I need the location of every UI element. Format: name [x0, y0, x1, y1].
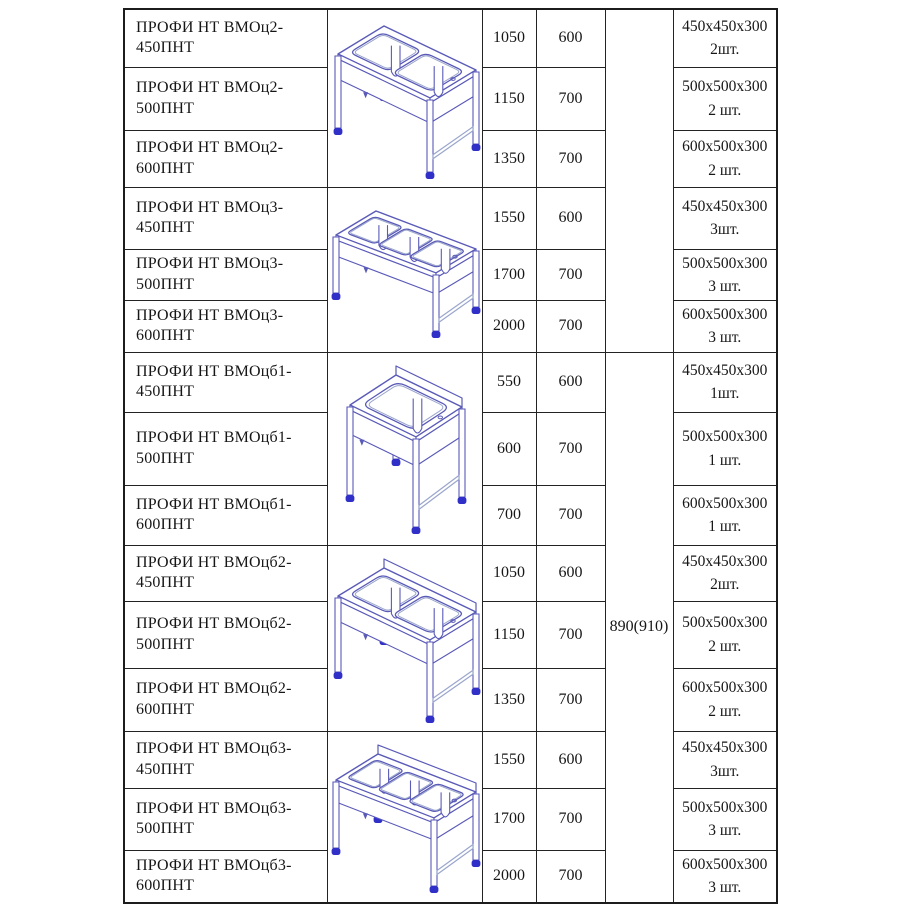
product-name-line2: 450ПНТ	[136, 219, 195, 236]
bowl-dims: 500x500x300	[682, 254, 768, 272]
product-name-cell	[124, 130, 327, 187]
width-cell: 600	[536, 352, 605, 412]
product-name-cell	[124, 187, 327, 249]
bowl-size-cell	[673, 9, 777, 67]
product-name-line1: ПРОФИ НТ ВМОцб1-	[136, 362, 292, 380]
table-row	[124, 187, 777, 249]
bowl-dims: 600x500x300	[682, 306, 768, 323]
bowl-count: 3 шт.	[708, 329, 742, 347]
length-cell: 1150	[482, 601, 536, 668]
bowl-size-cell	[673, 788, 777, 850]
product-name-line2: 500ПНТ	[136, 449, 195, 467]
length-cell: 600	[482, 412, 536, 485]
product-name-line2: 600ПНТ	[136, 327, 195, 345]
length-cell: 1700	[482, 788, 536, 850]
bowl-dims: 450x450x300	[682, 361, 768, 379]
length-cell: 1150	[482, 67, 536, 130]
length-cell: 1050	[482, 545, 536, 601]
width-cell: 700	[536, 249, 605, 301]
product-name-cell	[124, 731, 327, 788]
product-name-cell	[124, 352, 327, 412]
product-name-line1: ПРОФИ НТ ВМОцб2-	[136, 680, 292, 698]
bowl-size-cell	[673, 731, 777, 788]
sink-2-bowl-drawing	[327, 9, 482, 187]
bowl-count: 2 шт.	[708, 637, 742, 655]
product-name-line1: ПРОФИ НТ ВМОц3-	[136, 306, 284, 324]
product-name-line2: 500ПНТ	[136, 275, 195, 293]
product-name-line2: 450ПНТ	[136, 383, 195, 400]
product-name-line1: ПРОФИ НТ ВМОц3-	[136, 198, 284, 216]
width-cell: 600	[536, 187, 605, 249]
bowl-count: 3 шт.	[708, 277, 742, 295]
sink-2-bowl-backsplash-drawing	[327, 545, 482, 731]
product-name-line2: 500ПНТ	[136, 99, 195, 117]
length-cell: 1350	[482, 668, 536, 731]
bowl-count: 2 шт.	[708, 702, 742, 720]
product-name-cell	[124, 545, 327, 601]
product-name-line1: ПРОФИ НТ ВМОцб3-	[136, 740, 292, 758]
product-name-line2: 500ПНТ	[136, 820, 195, 837]
product-name-line1: ПРОФИ НТ ВМОцб1-	[136, 495, 292, 513]
bowl-count: 3 шт.	[708, 879, 742, 897]
bowl-size-cell	[673, 130, 777, 187]
product-name-cell	[124, 412, 327, 485]
length-cell: 1700	[482, 249, 536, 301]
bowl-count: 2шт.	[710, 576, 740, 593]
bowl-count: 3шт.	[710, 762, 740, 780]
product-name-line1: ПРОФИ НТ ВМОцб1-	[136, 429, 292, 447]
product-name-cell	[124, 601, 327, 668]
product-name-line1: ПРОФИ НТ ВМОцб2-	[136, 615, 292, 633]
length-cell: 1050	[482, 9, 536, 67]
bowl-count: 2 шт.	[708, 161, 742, 179]
sink-drawing-canvas	[328, 734, 482, 900]
width-cell: 700	[536, 850, 605, 903]
bowl-dims: 500x500x300	[682, 614, 768, 632]
bowl-count: 3шт.	[710, 221, 740, 238]
width-cell: 600	[536, 545, 605, 601]
bowl-count: 1 шт.	[708, 451, 742, 469]
bowl-count: 2шт.	[710, 41, 740, 59]
bowl-size-cell	[673, 352, 777, 412]
bowl-size-cell	[673, 601, 777, 668]
sink-3-bowl-backsplash-drawing	[327, 731, 482, 903]
bowl-dims: 500x500x300	[682, 428, 768, 446]
bowl-dims: 450x450x300	[682, 197, 768, 215]
bowl-size-cell	[673, 545, 777, 601]
length-cell: 1350	[482, 130, 536, 187]
length-cell: 550	[482, 352, 536, 412]
product-name-line2: 600ПНТ	[136, 159, 195, 177]
length-cell: 700	[482, 485, 536, 545]
product-name-line2: 500ПНТ	[136, 635, 195, 653]
bowl-dims: 500x500x300	[682, 798, 768, 816]
bowl-size-cell	[673, 301, 777, 353]
product-name-line1: ПРОФИ НТ ВМОц2-	[136, 79, 284, 97]
width-cell: 700	[536, 668, 605, 731]
height-cell: 890(910)	[605, 352, 673, 903]
product-spec-table	[123, 8, 778, 904]
width-cell: 700	[536, 301, 605, 353]
product-name-line1: ПРОФИ НТ ВМОц3-	[136, 255, 284, 273]
bowl-dims: 450x450x300	[682, 18, 768, 35]
bowl-size-cell	[673, 668, 777, 731]
sink-drawing-canvas	[328, 355, 482, 542]
length-cell: 2000	[482, 301, 536, 353]
sink-drawing-canvas	[328, 197, 482, 343]
bowl-count: 3 шт.	[708, 822, 742, 839]
bowl-dims: 600x500x300	[682, 138, 768, 156]
width-cell: 700	[536, 601, 605, 668]
bowl-count: 1 шт.	[708, 518, 742, 535]
product-name-cell	[124, 67, 327, 130]
product-name-line1: ПРОФИ НТ ВМОцб3-	[136, 856, 292, 874]
width-cell: 600	[536, 9, 605, 67]
product-name-cell	[124, 9, 327, 67]
table-row	[124, 352, 777, 412]
width-cell: 600	[536, 731, 605, 788]
sink-1-bowl-drawing	[327, 352, 482, 545]
bowl-dims: 600x500x300	[682, 856, 768, 873]
width-cell: 700	[536, 788, 605, 850]
bowl-count: 2 шт.	[708, 101, 742, 119]
bowl-size-cell	[673, 187, 777, 249]
bowl-size-cell	[673, 850, 777, 903]
product-name-cell	[124, 301, 327, 353]
product-name-line1: ПРОФИ НТ ВМОц2-	[136, 18, 284, 36]
bowl-dims: 450x450x300	[682, 739, 768, 757]
bowl-size-cell	[673, 412, 777, 485]
product-name-line2: 450ПНТ	[136, 574, 195, 591]
table-row	[124, 545, 777, 601]
product-name-line1: ПРОФИ НТ ВМОц2-	[136, 139, 284, 157]
length-cell: 2000	[482, 850, 536, 903]
product-name-line1: ПРОФИ НТ ВМОцб3-	[136, 799, 292, 817]
product-name-line2: 450ПНТ	[136, 760, 195, 778]
product-name-line2: 450ПНТ	[136, 39, 195, 57]
width-cell: 700	[536, 67, 605, 130]
product-name-cell	[124, 668, 327, 731]
product-name-cell	[124, 249, 327, 301]
bowl-dims: 600x500x300	[682, 494, 768, 512]
bowl-size-cell	[673, 67, 777, 130]
product-name-cell	[124, 850, 327, 903]
bowl-size-cell	[673, 485, 777, 545]
product-name-line2: 600ПНТ	[136, 877, 195, 895]
table-row	[124, 731, 777, 788]
bowl-dims: 600x500x300	[682, 679, 768, 697]
length-cell: 1550	[482, 731, 536, 788]
bowl-dims: 450x450x300	[682, 552, 768, 570]
bowl-dims: 500x500x300	[682, 78, 768, 96]
product-name-line2: 600ПНТ	[136, 516, 195, 533]
product-name-line2: 600ПНТ	[136, 700, 195, 718]
bowl-count: 1шт.	[710, 385, 740, 402]
length-cell: 1550	[482, 187, 536, 249]
sink-drawing-canvas	[328, 548, 482, 728]
width-cell: 700	[536, 485, 605, 545]
width-cell: 700	[536, 130, 605, 187]
height-cell-empty	[605, 9, 673, 352]
bowl-size-cell	[673, 249, 777, 301]
product-name-cell	[124, 485, 327, 545]
sink-3-bowl-drawing	[327, 187, 482, 352]
product-name-line1: ПРОФИ НТ ВМОцб2-	[136, 553, 292, 571]
width-cell: 700	[536, 412, 605, 485]
sink-drawing-canvas	[328, 12, 482, 184]
product-name-cell	[124, 788, 327, 850]
table-row	[124, 9, 777, 67]
